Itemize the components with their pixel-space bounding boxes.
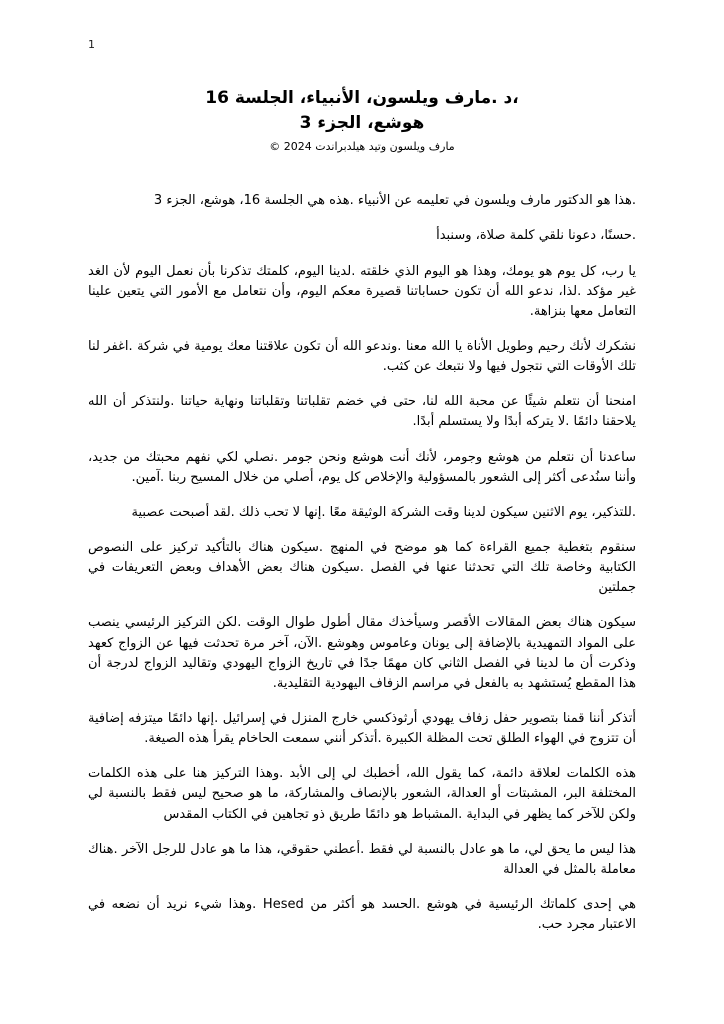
paragraph: نشكرك لأنك رحيم وطويل الأناة يا الله معنا .وندعو الله أن تكون علاقتنا معك يومية في شركة .اغفر لنا تلك الأوقات التي نتجول فيها ولا نتبعك عن كثب.	[88, 338, 636, 375]
paragraph: .للتذكير، يوم الاثنين سيكون لدينا وقت الشركة الوثيقة معًا .إنها لا تحب ذلك .لقد أصبحت عصبية	[131, 504, 636, 520]
paragraph: سنقوم بتغطية جميع القراءة كما هو موضح في المنهج .سيكون هناك بالتأكيد تركيز على النصوص الكتابية وخاصة تلك التي تحدثنا عنها في الفصل .سيكون هناك بعض الأهداف وبعض التعريفات في جملتين	[88, 539, 636, 596]
paragraph: هذا ليس ما يحق لي، ما هو عادل بالنسبة لي فقط .أعطني حقوقي، هذا ما هو عادل للرجل الآخر .هناك معاملة بالمثل في العدالة	[88, 841, 636, 877]
document-title	[88, 86, 636, 135]
document-copyright: مارف ويلسون وتيد هيلدبراندت 2024 ©	[269, 140, 455, 154]
paragraph: .هذا هو الدكتور مارف ويلسون في تعليمه عن الأنبياء .هذه هي الجلسة 16، هوشع، الجزء 3	[153, 193, 636, 209]
paragraph: ساعدنا أن نتعلم من هوشع وجومر، لأنك أنت هوشع ونحن جومر .نصلي لكي نفهم محبتك من جديد، وأننا سنُدعى أكثر إلى الشعور بالمسؤولية والإخلاص كل يوم، أصلي من خلال المسيح ربنا .آمين.	[88, 449, 636, 485]
paragraph: .حسنًا، دعونا نلقي كلمة صلاة، وسنبدأ	[436, 228, 636, 244]
paragraph: هي إحدى كلماتك الرئيسية في هوشع .الحسد هو أكثر من Hesed .وهذا شيء نريد أن نضعه في الاعتبار مجرد حب.	[88, 896, 636, 933]
paragraph: سيكون هناك بعض المقالات الأقصر وسيأخذك مقال أطول طوال الوقت .لكن التركيز الرئيسي ينصب على المواد التمهيدية بالإضافة إلى يونان وعاموس وهوشع .الآن، آخر مرة تحدثت فيها عن الزواج كعهد وذكرت أن ما لدينا في الفصل الثاني كان مهمًا جدًا في تاريخ الزواج اليهودي وتقاليد الزواج لدرجة أن هذا المقطع يُستشهد به بالفعل في مراسم الزفاف اليهودية التقليدية.	[88, 615, 636, 691]
paragraph: امنحنا أن نتعلم شيئًا عن محبة الله لنا، حتى في خضم تقلباتنا وتقلباتنا ونهاية حياتنا .ولنتذكر أن الله يلاحقنا دائمًا .لا يتركه أبدًا ولا يستسلم أبدًا.	[88, 394, 636, 430]
document-title-line1: ،د .مارف ويلسون، الأنبياء، الجلسة 16	[205, 88, 519, 108]
document-title-line2: هوشع، الجزء 3	[299, 112, 425, 133]
paragraph: أتذكر أننا قمنا بتصوير حفل زفاف يهودي أرثوذكسي خارج المنزل في إسرائيل .إنها دائمًا ميتزفه إضافية أن تتزوج في الهواء الطلق تحت المظلة الكبيرة .أتذكر أنني سمعت الحاخام يقرأ هذه الصيغة.	[88, 710, 636, 747]
paragraph: يا رب، كل يوم هو يومك، وهذا هو اليوم الذي خلقته .لدينا اليوم، كلمتك تذكرنا بأن نعمل اليوم لأن الغد غير مؤكد .لذا، ندعو الله أن تكون حساباتنا قصيرة معكم اليوم، وأن نتعامل مع الأمور التي يتعين علينا التعامل معها بنزاهة.	[88, 263, 636, 319]
page-number: 1	[88, 38, 95, 51]
document-body	[88, 191, 636, 935]
document-content	[88, 86, 636, 950]
paragraph: هذه الكلمات لعلاقة دائمة، كما يقول الله، أخطبك لي إلى الأبد .وهذا التركيز هنا على هذه الكلمات المختلفة البر، المشبتات أو العدالة، الشعور بالإنصاف والمشاركة، ما هو صحيح ليس فقط بالنسبة لي ولكن للآخر كما يظهر في البداية .المشباط هو دائمًا طريق ذو تجاهين في الكتاب المقدس	[88, 766, 636, 822]
